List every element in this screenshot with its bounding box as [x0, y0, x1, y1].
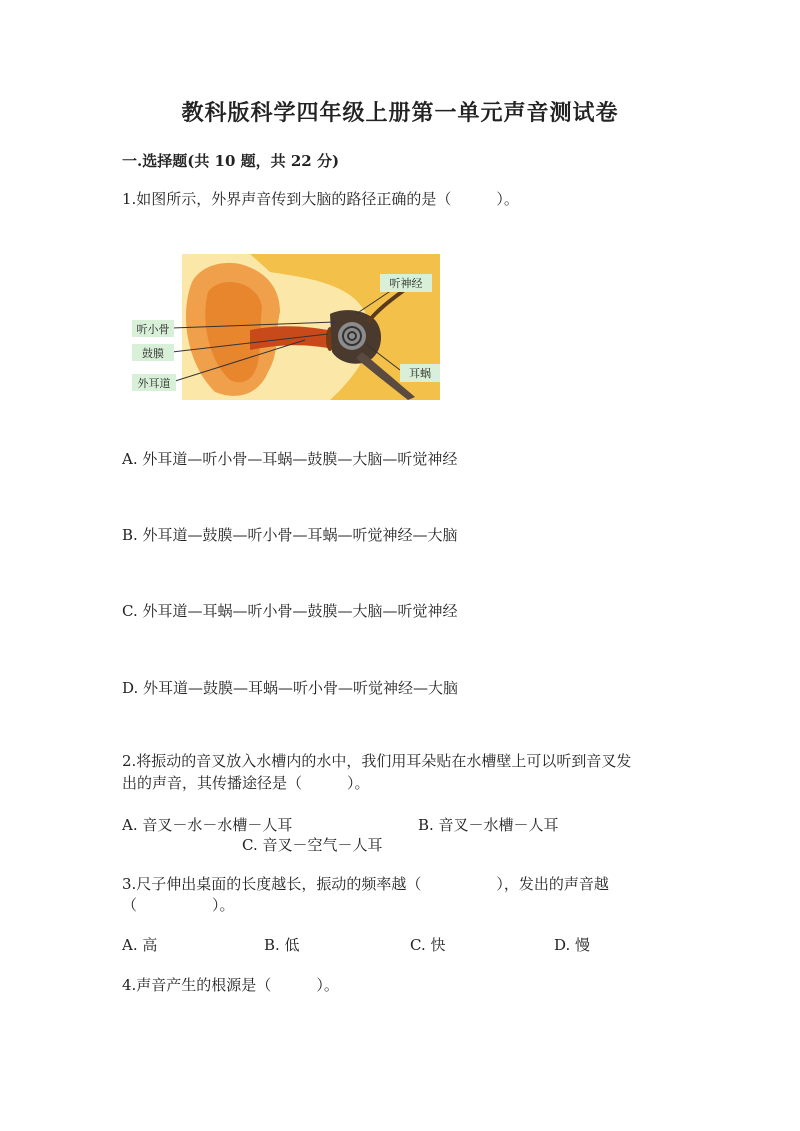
label-tingshenjing: 听神经 — [389, 277, 423, 290]
question-1-text: 1.如图所示，外界声音传到大脑的路径正确的是（ ）。 — [122, 190, 519, 208]
q2-option-c: C. 音叉－空气－人耳 — [242, 836, 383, 854]
ear-anatomy-illustration — [130, 252, 450, 402]
label-gumo: 鼓膜 — [142, 347, 164, 360]
section-heading: 一.选择题(共 10 题，共 22 分) — [122, 152, 340, 170]
q1-option-b: B. 外耳道—鼓膜—听小骨—耳蜗—听觉神经—大脑 — [122, 526, 458, 544]
label-tingxiaogu: 听小骨 — [136, 323, 170, 336]
q3-option-c: C. 快 — [410, 936, 446, 954]
q1-option-a: A. 外耳道—听小骨—耳蜗—鼓膜—大脑—听觉神经 — [122, 450, 458, 468]
q2-option-b: B. 音叉－水槽－人耳 — [418, 816, 559, 834]
question-3-line-2: （ ）。 — [122, 896, 235, 914]
q1-option-d: D. 外耳道—鼓膜—耳蜗—听小骨—听觉神经—大脑 — [122, 679, 459, 697]
question-3-line-1: 3.尺子伸出桌面的长度越长，振动的频率越（ ），发出的声音越 — [122, 875, 609, 893]
ear-diagram — [130, 252, 450, 402]
question-4-text: 4.声音产生的根源是（ ）。 — [122, 976, 339, 994]
q1-option-c: C. 外耳道—耳蜗—听小骨—鼓膜—大脑—听觉神经 — [122, 602, 458, 620]
question-2-line-2: 出的声音，其传播途径是（ ）。 — [122, 774, 370, 792]
q3-option-d: D. 慢 — [554, 936, 591, 954]
q3-option-a: A. 高 — [122, 936, 158, 954]
q3-option-b: B. 低 — [264, 936, 300, 954]
question-2-line-1: 2.将振动的音叉放入水槽内的水中，我们用耳朵贴在水槽壁上可以听到音叉发 — [122, 752, 632, 770]
label-erwo: 耳蜗 — [409, 367, 431, 380]
q2-option-a: A. 音叉－水－水槽－人耳 — [122, 816, 293, 834]
page-title: 教科版科学四年级上册第一单元声音测试卷 — [181, 100, 619, 126]
label-waierdao: 外耳道 — [137, 377, 171, 390]
